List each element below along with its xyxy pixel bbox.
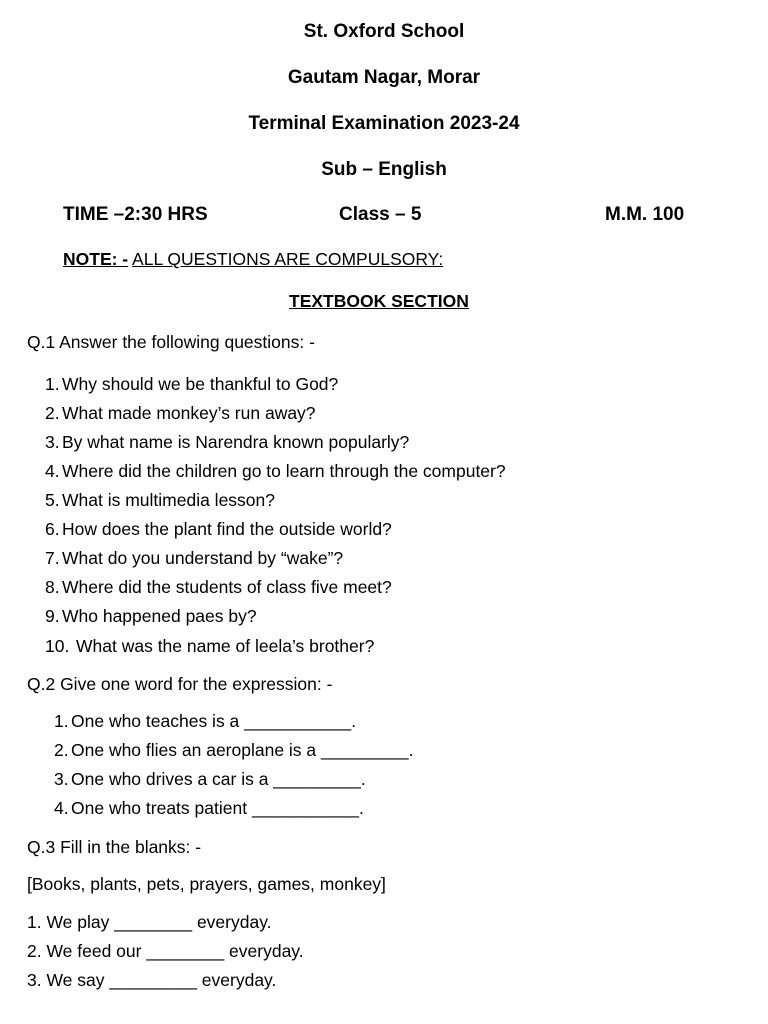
list-item: 3. We say _________ everyday.: [27, 970, 277, 990]
q1-title: Q.1 Answer the following questions: -: [27, 332, 315, 352]
list-item: 1. Why should we be thankful to God?: [45, 374, 339, 394]
list-item: 6. How does the plant find the outside world?: [45, 519, 392, 539]
list-item: 9. Who happened paes by?: [45, 606, 257, 626]
note-line: [63, 249, 443, 270]
list-item: 10. What was the name of leela’s brother?: [45, 636, 375, 656]
list-item: 3. One who drives a car is a _________.: [54, 769, 366, 789]
time-label: TIME –2:30 HRS: [63, 204, 208, 225]
max-marks-label: M.M. 100: [605, 204, 685, 225]
list-item: 2. What made monkey’s run away?: [45, 403, 316, 423]
list-item: 3. By what name is Narendra known popularly?: [45, 432, 410, 452]
list-item: 4. Where did the children go to learn through the computer?: [45, 461, 506, 481]
exam-title: Terminal Examination 2023-24: [248, 113, 520, 134]
class-label: Class – 5: [339, 204, 422, 225]
section-title: TEXTBOOK SECTION: [289, 291, 469, 311]
list-item: 5. What is multimedia lesson?: [45, 490, 275, 510]
list-item: 1. One who teaches is a ___________.: [54, 711, 357, 731]
list-item: 2. One who flies an aeroplane is a _________.: [54, 740, 414, 760]
q2-title: Q.2 Give one word for the expression: -: [27, 674, 333, 694]
list-item: 2. We feed our ________ everyday.: [27, 941, 304, 961]
q3-title: Q.3 Fill in the blanks: -: [27, 837, 202, 857]
list-item: 4. One who treats patient ___________.: [54, 798, 364, 818]
list-item: 1. We play ________ everyday.: [27, 912, 272, 932]
school-address: Gautam Nagar, Morar: [287, 67, 481, 88]
list-item: 7. What do you understand by “wake”?: [45, 548, 344, 568]
subject-line: Sub – English: [321, 159, 447, 180]
note-text: ALL QUESTIONS ARE COMPULSORY:: [132, 249, 444, 269]
note-label: NOTE: -: [63, 249, 129, 269]
school-name: St. Oxford School: [303, 21, 465, 42]
list-item: 8. Where did the students of class five meet?: [45, 577, 392, 597]
word-bank: [Books, plants, pets, prayers, games, monkey]: [27, 874, 386, 894]
